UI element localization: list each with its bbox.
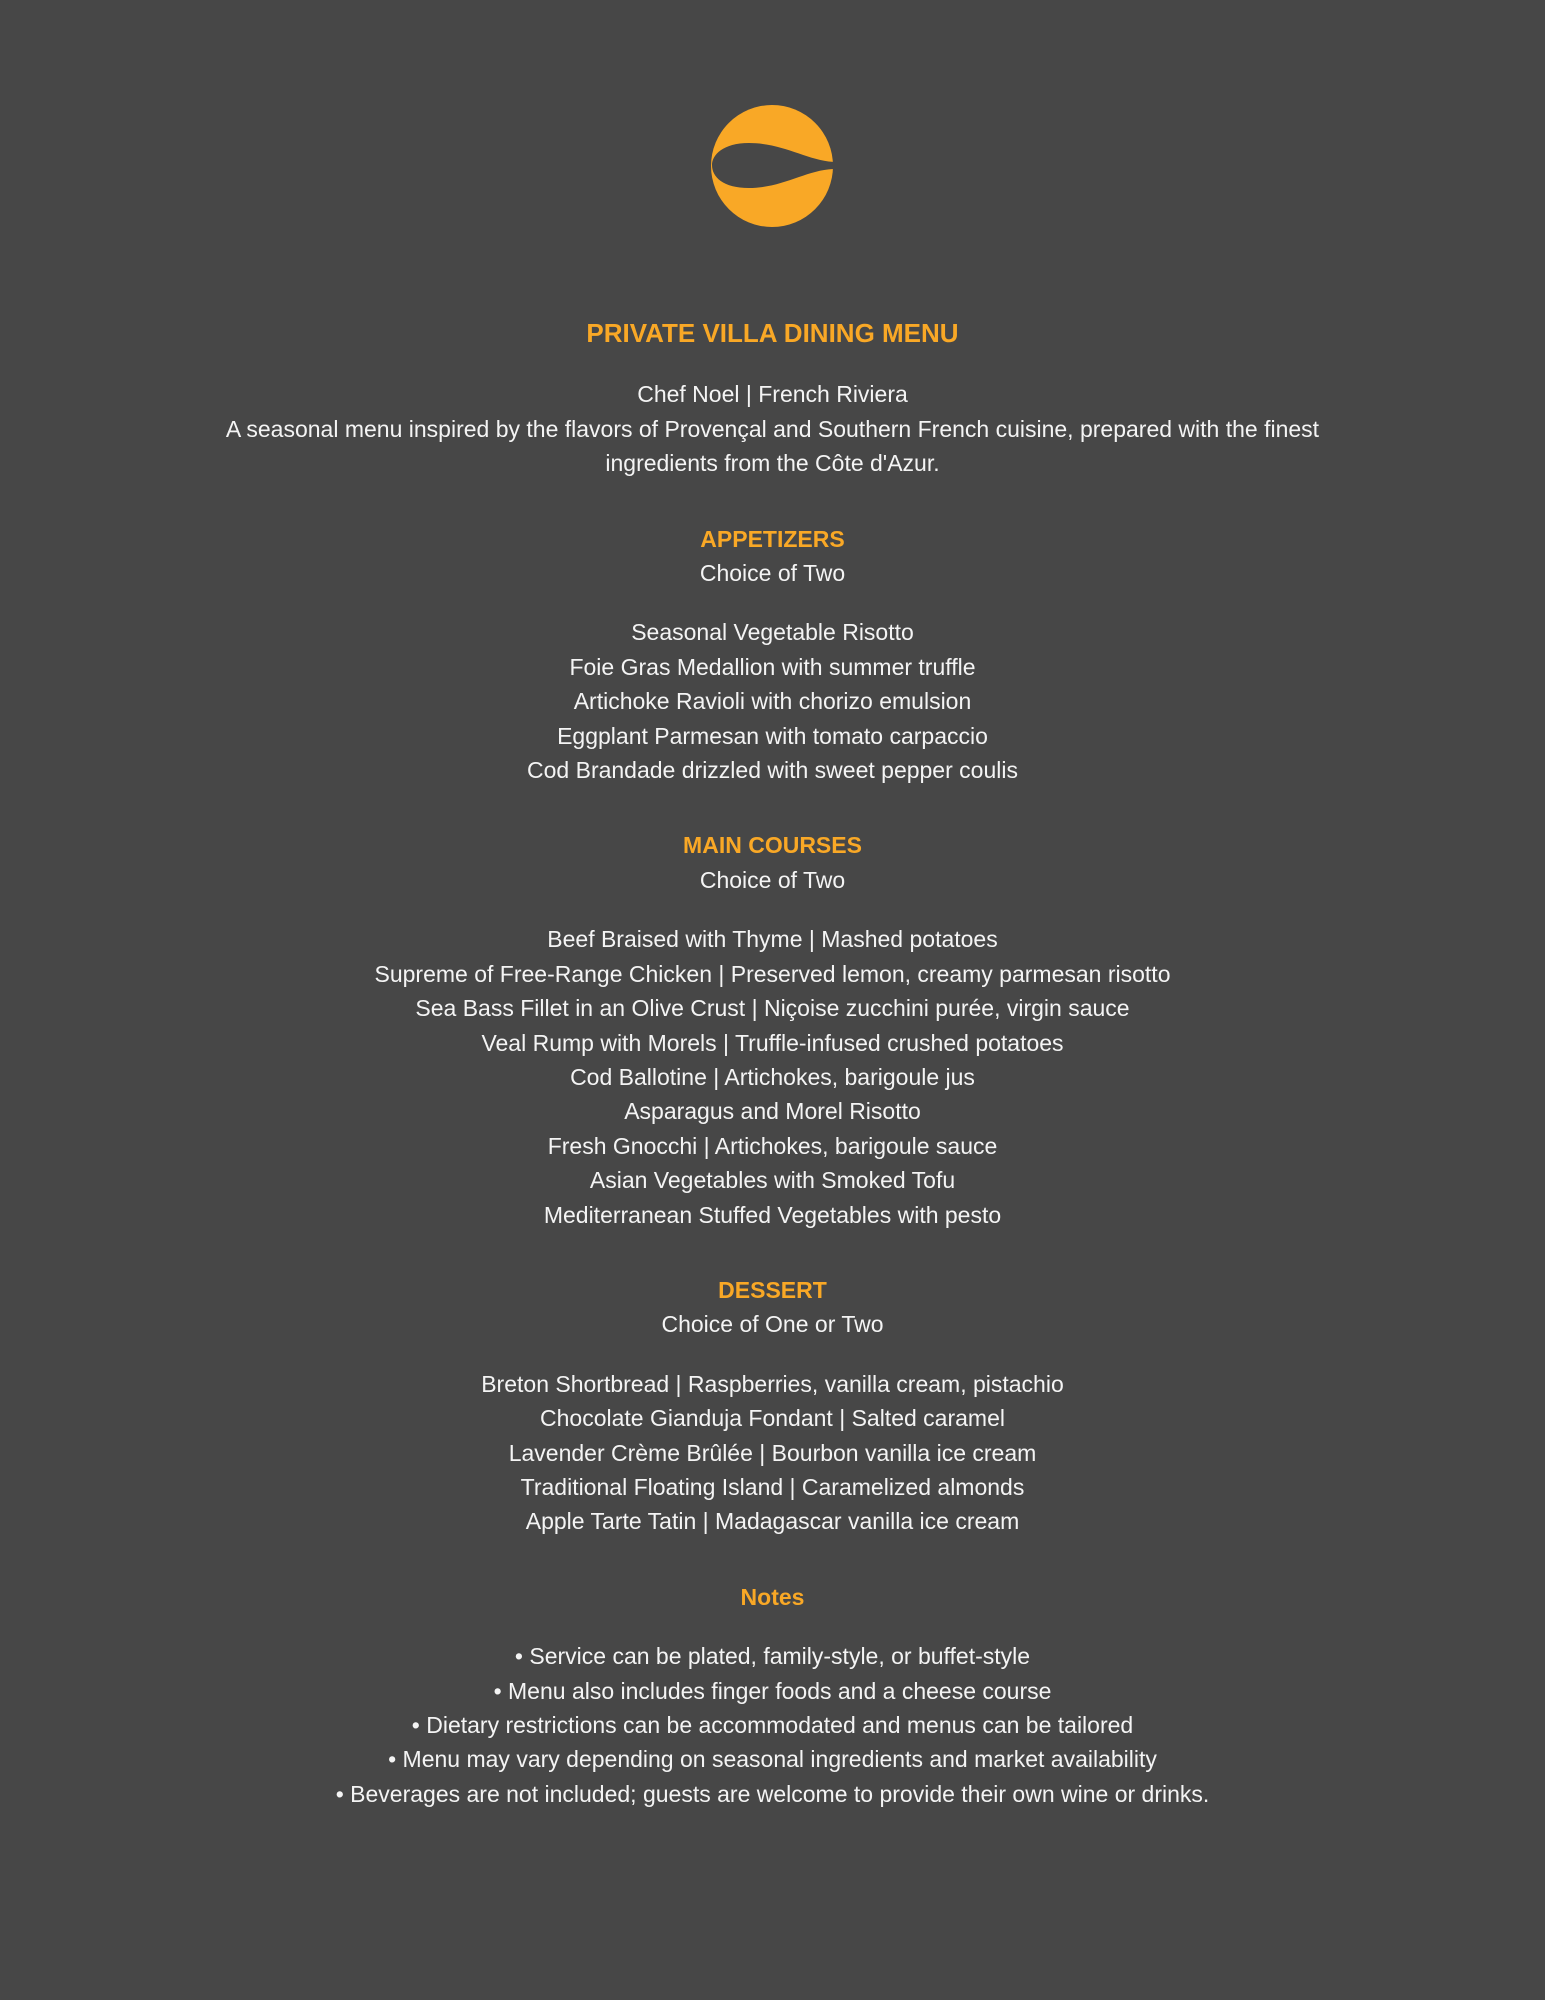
dish-item: Asparagus and Morel Risotto (624, 1098, 921, 1125)
note-item: • Dietary restrictions can be accommodated and menus can be tailored (411, 1712, 1134, 1738)
menu-title: PRIVATE VILLA DINING MENU (586, 318, 959, 348)
section-appetizers (0, 522, 1545, 788)
dish-item: Foie Gras Medallion with summer truffle (569, 653, 976, 680)
notes-heading: Notes (740, 1583, 805, 1610)
section-heading: MAIN COURSES (683, 832, 862, 859)
notes-list (0, 1639, 1545, 1811)
dish-list (0, 922, 1545, 1232)
dish-list (0, 1367, 1545, 1539)
menu-content (0, 316, 1545, 1811)
dish-item: Veal Rump with Morels | Truffle-infused crushed potatoes (481, 1029, 1064, 1056)
menu-description: A seasonal menu inspired by the flavors of Provençal and Southern French cuisine, prepared with the finest ingredients from the Côte d'Azur. (225, 415, 1320, 477)
note-item: • Menu may vary depending on seasonal ingredients and market availability (388, 1746, 1157, 1773)
logo-icon (711, 105, 833, 227)
note-item: • Menu also includes finger foods and a cheese course (493, 1677, 1052, 1704)
notes-section (0, 1580, 1545, 1811)
dish-list (0, 615, 1545, 787)
dish-item: Artichoke Ravioli with chorizo emulsion (573, 688, 972, 715)
dish-item: Seasonal Vegetable Risotto (631, 619, 914, 646)
dish-item: Sea Bass Fillet in an Olive Crust | Niçoise zucchini purée, virgin sauce (415, 995, 1130, 1022)
dish-item: Traditional Floating Island | Caramelized almonds (520, 1473, 1025, 1500)
dish-item: Asian Vegetables with Smoked Tofu (589, 1167, 956, 1194)
section-heading: APPETIZERS (700, 525, 845, 552)
chef-line: Chef Noel | French Riviera (637, 381, 908, 408)
dish-item: Fresh Gnocchi | Artichokes, barigoule sauce (547, 1132, 998, 1159)
dish-item: Lavender Crème Brûlée | Bourbon vanilla ice cream (508, 1439, 1037, 1466)
dish-item: Cod Ballotine | Artichokes, barigoule jus (570, 1063, 975, 1090)
section-dessert (0, 1273, 1545, 1539)
intro (0, 377, 1545, 480)
dish-item: Cod Brandade drizzled with sweet pepper coulis (527, 757, 1018, 784)
note-item: • Beverages are not included; guests are welcome to provide their own wine or drinks. (335, 1780, 1210, 1807)
section-subtitle: Choice of Two (699, 866, 846, 893)
dish-item: Eggplant Parmesan with tomato carpaccio (557, 722, 988, 749)
section-subtitle: Choice of One or Two (661, 1311, 884, 1338)
dish-item: Supreme of Free-Range Chicken | Preserved lemon, creamy parmesan risotto (374, 960, 1171, 987)
dish-item: Mediterranean Stuffed Vegetables with pesto (543, 1201, 1002, 1228)
dish-item: Chocolate Gianduja Fondant | Salted caramel (540, 1405, 1005, 1432)
section-main-courses (0, 828, 1545, 1231)
section-heading: DESSERT (718, 1276, 827, 1303)
dish-item: Breton Shortbread | Raspberries, vanilla cream, pistachio (481, 1370, 1064, 1397)
section-subtitle: Choice of Two (699, 560, 846, 587)
dish-item: Beef Braised with Thyme | Mashed potatoes (547, 926, 998, 953)
note-item: • Service can be plated, family-style, or buffet-style (514, 1643, 1031, 1670)
dish-item: Apple Tarte Tatin | Madagascar vanilla ice cream (525, 1508, 1020, 1535)
